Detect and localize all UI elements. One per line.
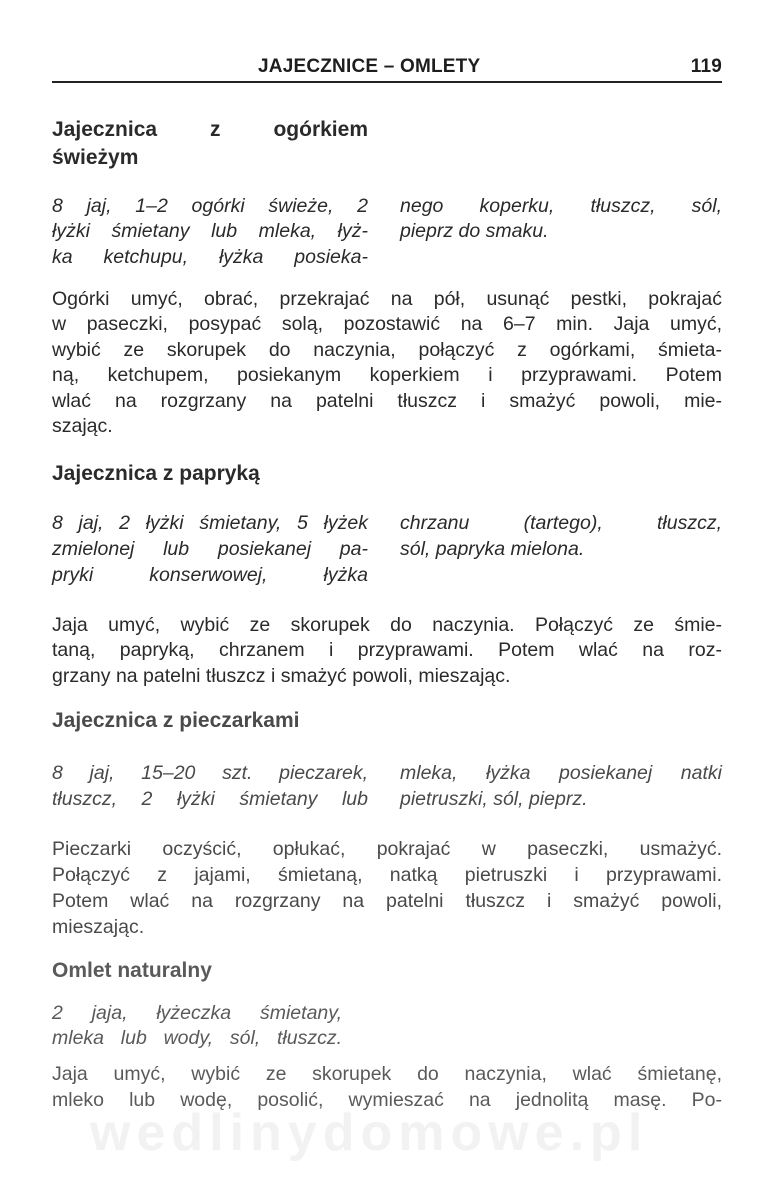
- method-line: Pieczarki oczyścić, opłukać, pokrajać w paseczki, usmażyć.: [52, 838, 722, 860]
- method-line: Jaja umyć, wybić ze skorupek do naczynia. Połączyć ze śmie-: [52, 614, 722, 636]
- method-line: ną, ketchupem, posiekanym koperkiem i przyprawami. Potem: [52, 364, 722, 386]
- ingredients-line: pieprz do smaku.: [400, 220, 549, 242]
- ingredients-line: łyżki śmietany lub mleka, łyż-: [52, 220, 368, 242]
- method-line: szając.: [52, 415, 113, 437]
- method-line: Połączyć z jajami, śmietaną, natką pietruszki i przyprawami.: [52, 864, 722, 886]
- ingredients-line: zmielonej lub posiekanej pa-: [52, 538, 368, 560]
- method-line: Potem wlać na rozgrzany na patelni tłuszcz i smażyć powoli,: [52, 890, 722, 912]
- ingredients-line: sól, papryka mielona.: [400, 538, 585, 560]
- ingredients-line: nego koperku, tłuszcz, sól,: [400, 195, 722, 217]
- method-line: taną, papryką, chrzanem i przyprawami. Potem wlać na roz-: [52, 639, 722, 661]
- ingredients-line: 8 jaj, 2 łyżki śmietany, 5 łyżek: [52, 512, 368, 534]
- ingredients-line: ka ketchupu, łyżka posieka-: [52, 246, 368, 268]
- method-line: mieszając.: [52, 916, 145, 938]
- recipe-title: Jajecznica z pieczarkami: [52, 709, 300, 732]
- ingredients-line: 2 jaja, łyżeczka śmietany,: [52, 1002, 342, 1024]
- ingredients-line: pryki konserwowej, łyżka: [52, 564, 368, 586]
- page-number: 119: [690, 56, 722, 77]
- ingredients-line: 8 jaj, 15–20 szt. pieczarek,: [52, 762, 368, 784]
- ingredients-line: pietruszki, sól, pieprz.: [400, 788, 588, 810]
- method-line: grzany na patelni tłuszcz i smażyć powoli, mieszając.: [52, 665, 511, 687]
- method-line: wybić ze skorupek do naczynia, połączyć z ogórkami, śmieta-: [52, 339, 722, 361]
- recipe-title: świeżym: [52, 146, 139, 169]
- method-line: w paseczki, posypać solą, pozostawić na 6–7 min. Jaja umyć,: [52, 313, 722, 335]
- watermark: wedlinydomowe.pl: [90, 1104, 649, 1162]
- recipe-title: Omlet naturalny: [52, 959, 212, 982]
- ingredients-line: chrzanu (tartego), tłuszcz,: [400, 512, 722, 534]
- ingredients-line: 8 jaj, 1–2 ogórki świeże, 2: [52, 195, 368, 217]
- ingredients-line: mleka lub wody, sól, tłuszcz.: [52, 1027, 342, 1049]
- method-line: wlać na rozgrzany na patelni tłuszcz i smażyć powoli, mie-: [52, 390, 722, 412]
- ingredients-line: mleka, łyżka posiekanej natki: [400, 762, 722, 784]
- running-header: JAJECZNICE – OMLETY: [258, 56, 481, 77]
- recipe-title: Jajecznica z ogórkiem: [52, 118, 368, 141]
- header-rule: [52, 81, 722, 83]
- ingredients-line: tłuszcz, 2 łyżki śmietany lub: [52, 788, 368, 810]
- method-line: Jaja umyć, wybić ze skorupek do naczynia, wlać śmietanę,: [52, 1063, 722, 1085]
- method-line: mleko lub wodę, posolić, wymieszać na jednolitą masę. Po-: [52, 1089, 722, 1111]
- recipe-title: Jajecznica z papryką: [52, 462, 260, 485]
- method-line: Ogórki umyć, obrać, przekrajać na pół, usunąć pestki, pokrajać: [52, 288, 722, 310]
